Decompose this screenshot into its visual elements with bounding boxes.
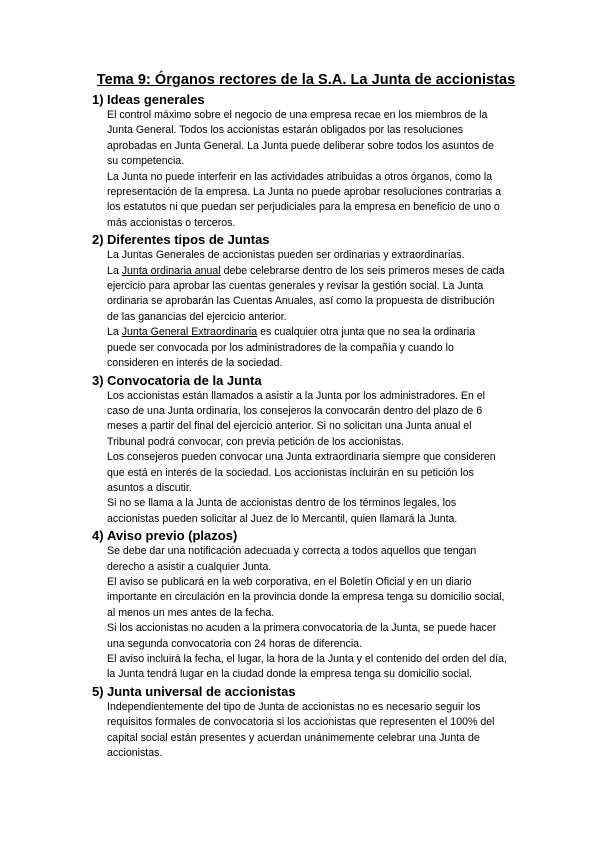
section-title: Aviso previo (plazos) bbox=[107, 528, 238, 544]
text-line: La Junta no puede interferir en las actividades atribuidas a otros órganos, como la bbox=[107, 170, 493, 183]
section-title: Ideas generales bbox=[107, 92, 205, 107]
text-line: Tribunal podrá convocar, con previa petición de los accionistas. bbox=[107, 435, 404, 448]
section-heading bbox=[92, 683, 520, 700]
text-line: una segunda convocatoria con 24 horas de diferencia. bbox=[107, 637, 363, 650]
section-number: 4) bbox=[92, 528, 104, 544]
section-ideas-generales bbox=[92, 91, 520, 231]
section-title: Diferentes tipos de Juntas bbox=[107, 232, 270, 248]
text-line: capital social están presentes y acuerdan unánimemente celebrar una Junta de bbox=[107, 731, 480, 744]
text-line: meses a partir del final del ejercicio anterior. Si no solicitan una Junta anual el bbox=[107, 420, 472, 433]
text-line: ejercicio para aprobar las cuentas generales y revisar la gestión social. La Junta bbox=[107, 280, 484, 293]
section-junta-universal bbox=[92, 683, 520, 762]
text-line: los estatutos ni que puedan ser perjudiciales para la empresa en beneficio de uno o bbox=[107, 201, 500, 214]
document-title: Tema 9: Órganos rectores de la S.A. La Junta de accionistas bbox=[96, 72, 516, 88]
text-line: derecho a asistir a cualquier Junta. bbox=[107, 560, 272, 573]
section-heading bbox=[92, 372, 520, 389]
text-line: caso de una Junta ordinaria, los consejeros la convocarán dentro del plazo de 6 bbox=[107, 404, 483, 417]
text-line: El aviso se publicará en la web corporativa, en el Boletín Oficial y en un diario bbox=[107, 575, 472, 588]
section-heading bbox=[92, 527, 520, 544]
text-fragment: es cualquier otra junta que no sea la ordinaria bbox=[257, 326, 476, 339]
text-line: La Juntas Generales de accionistas pueden ser ordinarias y extraordinarias. bbox=[107, 249, 465, 262]
text-line: ordinaria se aprobarán las Cuentas Anuales, así como la propuesta de distribución bbox=[107, 295, 495, 308]
text-line bbox=[107, 264, 520, 279]
text-line: accionistas. bbox=[107, 747, 163, 760]
text-line: consideren en interés de la sociedad. bbox=[107, 357, 283, 370]
text-line: aprobadas en Junta General. La Junta puede deliberar sobre todos los asuntos de bbox=[107, 139, 494, 152]
section-body bbox=[92, 544, 520, 683]
text-line: Junta General. Todos los accionistas estarán obligados por las resoluciones bbox=[107, 124, 464, 137]
text-line: requisitos formales de convocatoria si los accionistas que representen el 100% del bbox=[107, 716, 495, 729]
section-body bbox=[92, 248, 520, 371]
text-line: más accionistas o terceros. bbox=[107, 216, 236, 229]
text-line: de las ganancias del ejercicio anterior. bbox=[107, 310, 287, 323]
text-line: que está en interés de la sociedad. Los accionistas incluirán en su petición los bbox=[107, 466, 474, 479]
section-heading bbox=[92, 231, 520, 248]
text-line: representación de la empresa. La Junta no puede aprobar resoluciones contrarias a bbox=[107, 186, 501, 199]
text-line: Los accionistas están llamados a asistir a la Junta por los administradores. En el bbox=[107, 389, 486, 402]
section-number: 3) bbox=[92, 372, 104, 388]
text-fragment: debe celebrarse dentro de los seis primeros meses de cada bbox=[220, 264, 505, 277]
text-line: su competencia. bbox=[107, 155, 185, 168]
text-line: la Junta tendrá lugar en la ciudad donde la empresa tenga su domicilio social. bbox=[107, 668, 473, 681]
text-line: puede ser convocada por los administradores de la compañía y cuando lo bbox=[107, 341, 454, 354]
text-line: El control máximo sobre el negocio de una empresa recae en los miembros de la bbox=[107, 109, 488, 121]
section-convocatoria bbox=[92, 372, 520, 528]
section-title: Convocatoria de la Junta bbox=[107, 372, 262, 388]
text-line: El aviso incluirá la fecha, el lugar, la hora de la Junta y el contenido del orden del día, bbox=[107, 653, 507, 665]
section-number: 2) bbox=[92, 232, 104, 248]
section-body bbox=[92, 700, 520, 762]
section-tipos-de-juntas bbox=[92, 231, 520, 371]
text-line: Se debe dar una notificación adecuada y correcta a todos aquellos que tengan bbox=[107, 545, 477, 558]
text-line: Los consejeros pueden convocar una Junta extraordinaria siempre que consideren bbox=[107, 451, 496, 464]
term-junta-ordinaria-anual: Junta ordinaria anual bbox=[121, 264, 221, 277]
term-junta-general-extraordinaria: Junta General Extraordinaria bbox=[121, 326, 258, 339]
text-line: importante en circulación en la provincia donde la empresa tenga su domicilio social, bbox=[107, 591, 505, 604]
section-number: 1) bbox=[92, 92, 104, 107]
text-line bbox=[107, 325, 520, 340]
text-fragment: La bbox=[107, 326, 122, 339]
section-aviso-previo bbox=[92, 527, 520, 683]
text-line: asuntos a discutir. bbox=[107, 481, 192, 494]
text-line: accionistas pueden solicitar al Juez de lo Mercantil, quien llamará la Junta. bbox=[107, 512, 458, 525]
text-line: Si los accionistas no acuden a la primera convocatoria de la Junta, se puede hacer bbox=[107, 622, 497, 635]
section-heading bbox=[92, 91, 520, 108]
section-number: 5) bbox=[92, 683, 104, 699]
text-fragment: La bbox=[107, 264, 122, 277]
section-body bbox=[92, 389, 520, 528]
text-line: Independientemente del tipo de Junta de accionistas no es necesario seguir los bbox=[107, 700, 481, 713]
text-line: Si no se llama a la Junta de accionistas dentro de los términos legales, los bbox=[107, 497, 457, 510]
section-title: Junta universal de accionistas bbox=[107, 683, 296, 699]
text-line: al menos un mes antes de la fecha. bbox=[107, 606, 275, 619]
section-body bbox=[92, 108, 520, 231]
